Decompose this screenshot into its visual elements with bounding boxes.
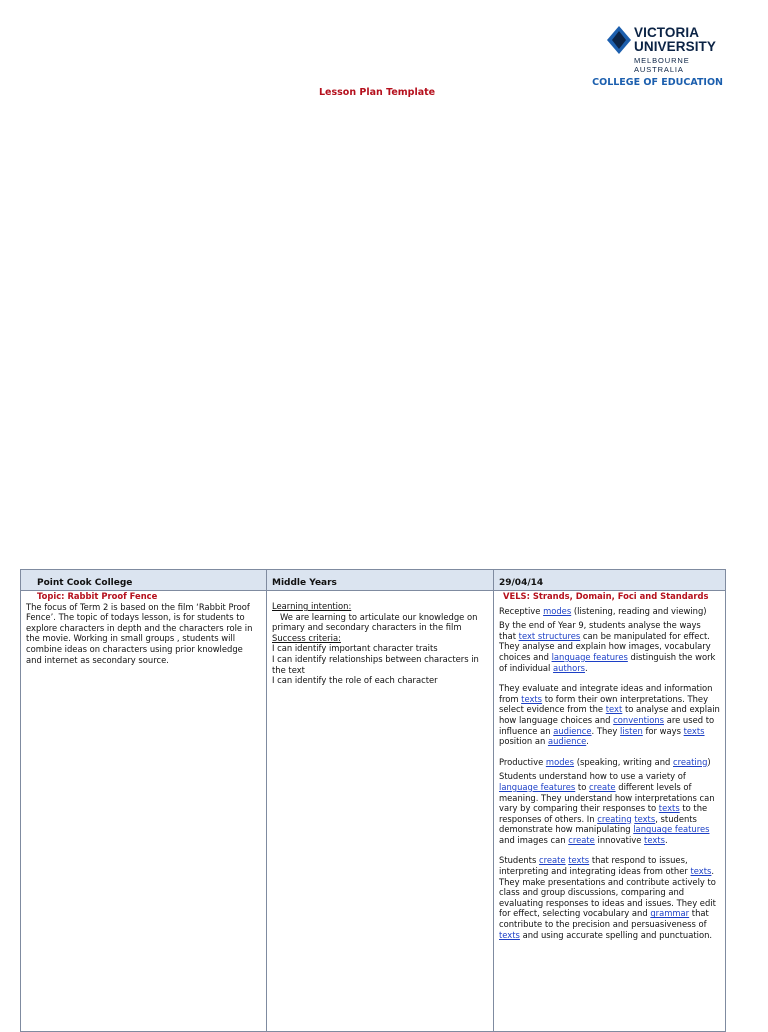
intention-cell (267, 591, 494, 1032)
vels-paragraph: By the end of Year 9, students analyse the ways that text structures can be manipulated for effect. They analyse and explain how images, vocabulary choices and language features distinguish the work of individual authors. (499, 620, 716, 673)
lesson-plan-table (20, 569, 726, 1032)
link-texts[interactable]: texts (521, 693, 543, 704)
success-item: I can identify relationships between characters in the text (272, 653, 479, 675)
logo-subtitle: MELBOURNE AUSTRALIA (634, 56, 690, 74)
link-language-features[interactable]: language features (633, 824, 710, 835)
link-create[interactable]: create (539, 855, 566, 866)
link-text[interactable]: text (605, 704, 623, 715)
focus-cell (21, 591, 267, 1032)
link-creating[interactable]: creating (597, 813, 632, 824)
link-text-structures[interactable]: text structures (518, 630, 581, 641)
link-listen[interactable]: listen (620, 725, 643, 736)
link-texts[interactable]: texts (499, 929, 520, 940)
table-row (21, 591, 726, 1032)
link-texts[interactable]: texts (644, 834, 665, 845)
link-audience[interactable]: audience (547, 736, 587, 747)
date-cell: 29/04/14 (494, 570, 726, 591)
learning-intention-text: We are learning to articulate our knowledge on primary and secondary characters in the film (272, 611, 478, 633)
link-creating[interactable]: creating (673, 756, 708, 767)
vels-paragraph: They evaluate and integrate ideas and information from texts to form their own interpretations. They select evidence from the text to analyse and explain how language choices and conventions are used to influence an audience. They listen for ways texts position an audience. (499, 683, 720, 747)
vels-heading: VELS: Strands, Domain, Foci and Standards (503, 591, 709, 601)
link-modes[interactable]: modes (543, 605, 572, 616)
victoria-diamond-icon (607, 26, 631, 54)
receptive-modes: Receptive modes (listening, reading and viewing) (499, 605, 707, 616)
focus-text: The focus of Term 2 is based on the film ‘Rabbit Proof Fence’. The topic of todays lesson, is for students to explore characters in depth and the characters role in the movie. Working in small groups , students will combine ideas on characters using prior knowledge and internet as secondary source. (26, 601, 253, 665)
link-texts[interactable]: texts (683, 725, 705, 736)
link-texts[interactable]: texts (634, 813, 656, 824)
vels-cell (494, 591, 726, 1032)
link-grammar[interactable]: grammar (650, 908, 690, 919)
vels-paragraph: Students understand how to use a variety of language features to create different levels of meaning. They understand how interpretations can vary by comparing their responses to texts to the responses of others. In creating texts, students demonstrate how manipulating language features and images can create innovative texts. (499, 771, 715, 845)
university-logo (607, 25, 727, 74)
link-conventions[interactable]: conventions (613, 714, 665, 725)
college-name: COLLEGE OF EDUCATION (592, 77, 723, 88)
table-header-row (21, 570, 726, 591)
link-texts[interactable]: texts (690, 866, 712, 877)
link-create[interactable]: create (589, 781, 616, 792)
vels-paragraph: Students create texts that respond to issues, interpreting and integrating ideas from other texts. They make presentations and contribute actively to class and group discussions, comparing and evaluating responses to ideas and issues. They edit for effect, selecting vocabulary and grammar that contribute to the precision and persuasiveness of texts and using accurate spelling and punctuation. (499, 855, 716, 940)
link-modes[interactable]: modes (545, 756, 575, 767)
school-cell: Point Cook College (21, 570, 267, 591)
learning-intention-label: Learning intention: (272, 601, 352, 611)
page-title: Lesson Plan Template (319, 87, 436, 98)
link-language-features[interactable]: language features (499, 781, 576, 792)
logo-name: VICTORIA UNIVERSITY (634, 25, 717, 54)
success-item: I can identify important character traits (272, 643, 438, 654)
link-audience[interactable]: audience (553, 725, 592, 736)
level-cell: Middle Years (267, 570, 494, 591)
link-authors[interactable]: authors (553, 662, 586, 673)
link-texts[interactable]: texts (568, 855, 590, 866)
link-texts[interactable]: texts (658, 803, 680, 814)
productive-modes: Productive modes (speaking, writing and creating) (499, 756, 711, 767)
success-item: I can identify the role of each character (272, 675, 438, 686)
link-language-features[interactable]: language features (551, 651, 628, 662)
link-create[interactable]: create (568, 834, 595, 845)
success-criteria-label: Success criteria: (272, 632, 341, 643)
topic-heading: Topic: Rabbit Proof Fence (37, 591, 158, 601)
